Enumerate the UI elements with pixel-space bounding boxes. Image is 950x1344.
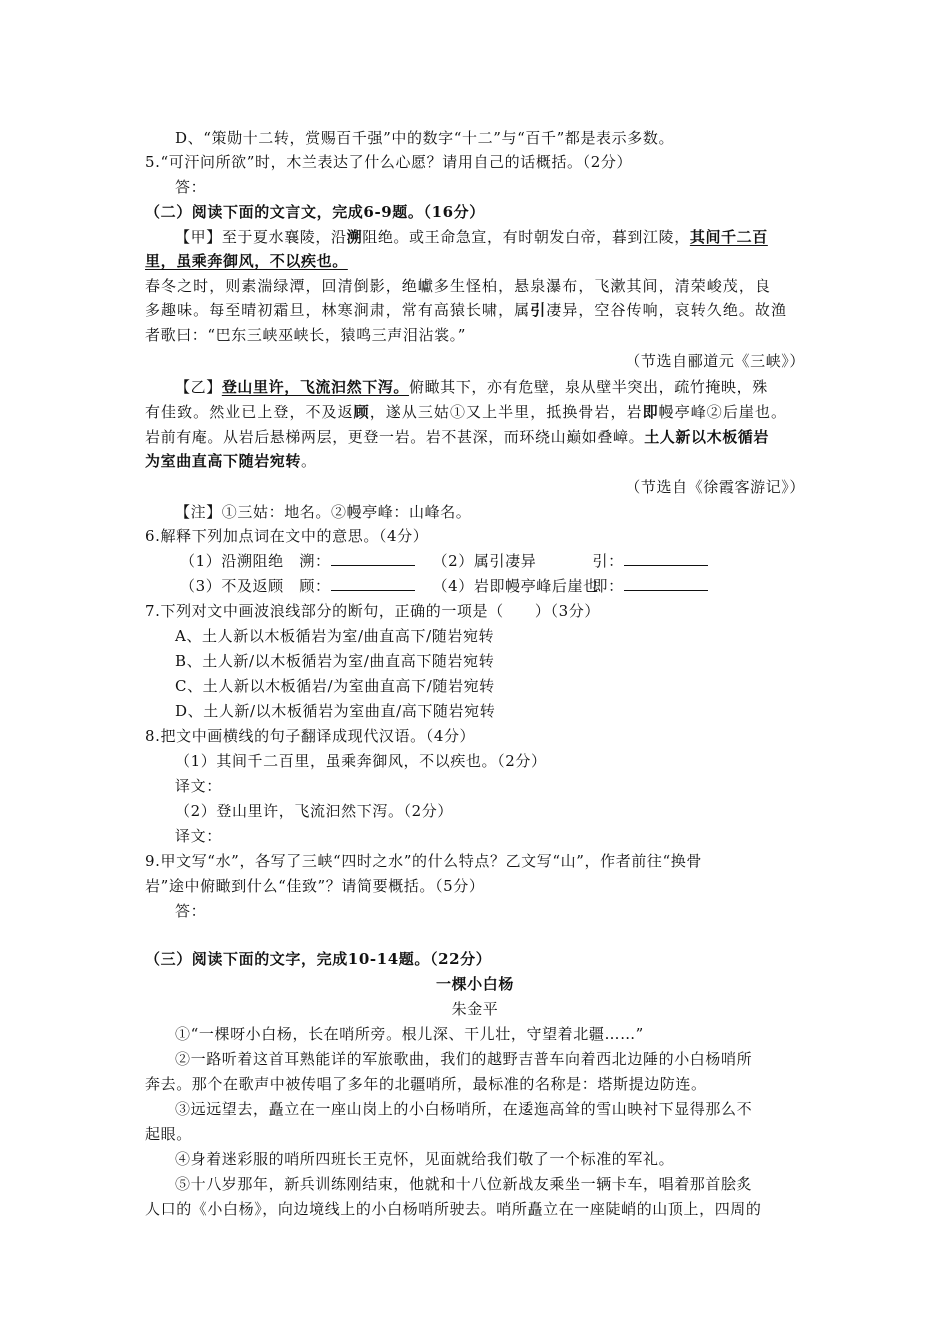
jia-underlined-sentence-part1: 其间千二百 [689, 228, 768, 246]
q9-answer-label: 答： [175, 902, 207, 920]
yi-line-1 [175, 376, 768, 398]
yi-line-2-c: ，遂从三姑①又上半里，抵换骨岩，岩 [369, 403, 643, 421]
q6-blank-2[interactable] [624, 551, 708, 566]
jia-line-1-c: 阻绝。或王命急宣，有时朝发白帝，暮到江陵， [362, 228, 690, 246]
yi-line-4 [145, 450, 317, 472]
yi-line-3 [145, 426, 769, 448]
article-title: 一棵小白杨 [435, 975, 514, 993]
q7-option-d: D、土人新/以木板循岩为室曲直/高下随岩宛转 [175, 702, 496, 720]
yi-line-4-end: 。 [301, 452, 317, 470]
paragraph-2-line-1: ②一路听着这首耳熟能详的军旅歌曲，我们的越野吉普车向着西北边陲的小白杨哨所 [175, 1050, 753, 1068]
q5-answer-label: 答： [175, 178, 207, 196]
q8-sub-1: （1）其间千二百里，虽乘奔御风，不以疾也。（2分） [175, 752, 547, 770]
article-author: 朱金平 [451, 1000, 499, 1018]
q9-line-2: 岩”途中俯瞰到什么“佳致”？请简要概括。（5分） [145, 877, 485, 895]
yi-underlined-sentence: 登山里许，飞流汩然下泻。 [221, 378, 410, 396]
yi-line-1-rest: 俯瞰其下，亦有危壁，泉从壁半突出，疏竹掩映，殊 [409, 378, 768, 396]
yi-line-2-e: 幔亭峰②后崖也。 [658, 403, 788, 421]
jia-tag: 【甲】 [175, 228, 222, 246]
jia-underlined-sentence-part2: 里，虽乘奔御风，不以疾也。 [145, 252, 348, 270]
q8-sub-2: （2）登山里许，飞流汩然下泻。（2分） [175, 802, 453, 820]
yi-line-2-a: 有佳致。然业已上登，不及返 [145, 403, 354, 421]
jia-line-1 [175, 226, 768, 248]
jia-line-3: 春冬之时，则素湍绿潭，回清倒影，绝巘多生怪柏，悬泉瀑布，飞漱其间，清荣峻茂，良 [145, 277, 771, 295]
q7-option-b: B、土人新/以木板循岩为室/曲直高下随岩宛转 [175, 652, 495, 670]
q5-question: 5.“可汗问所欲”时，木兰表达了什么心愿？请用自己的话概括。（2分） [145, 153, 633, 171]
q6-item-4: （4）岩即幔亭峰后崖也 [432, 577, 599, 595]
paragraph-5-line-1: ⑤十八岁那年，新兵训练刚结束，他就和十八位新战友乘坐一辆卡车，唱着那首脍炙 [175, 1175, 753, 1193]
jia-line-4-c: 凄异，空谷传响，哀转久绝。故渔 [546, 301, 788, 319]
q7-option-c: C、土人新以木板循岩/为室曲直高下/随岩宛转 [175, 677, 495, 695]
section3-heading: （三）阅读下面的文字，完成10-14题。（22分） [145, 950, 492, 968]
paragraph-4: ④身着迷彩服的哨所四班长王克怀，见面就给我们敬了一个标准的军礼。 [175, 1150, 675, 1168]
paragraph-3-line-1: ③远远望去，矗立在一座山岗上的小白杨哨所，在逶迤高耸的雪山映衬下显得那么不 [175, 1100, 753, 1118]
yi-tag: 【乙】 [175, 378, 222, 396]
q6-item-4-word: 即： [592, 577, 624, 595]
yi-source: （节选自《徐霞客游记》） [625, 478, 805, 496]
jia-dotted-word-su: 溯 [346, 228, 363, 246]
annotation-note: 【注】①三姑：地名。②幔亭峰：山峰名。 [175, 503, 472, 521]
q6-blank-1[interactable] [331, 551, 415, 566]
yi-dotted-word-gu: 顾 [353, 403, 370, 421]
q6-item-1: （1）沿溯阻绝 溯： [180, 552, 331, 570]
q8-answer-2: 译文： [175, 827, 222, 845]
q7-option-a: A、土人新以木板循岩为室/曲直高下/随岩宛转 [175, 627, 495, 645]
jia-line-4-a: 多趣味。每至晴初霜旦，林寒涧肃，常有高猿长啸，属 [145, 301, 531, 319]
q6-item-2: （2）属引凄异 [432, 552, 537, 570]
q9-line-1: 9.甲文写“水”，各写了三峡“四时之水”的什么特点？乙文写“山”，作者前往“换骨 [145, 852, 702, 870]
jia-line-5: 者歌曰：“巴东三峡巫峡长，猿鸣三声泪沾裳。” [145, 326, 467, 344]
section2-heading: （二）阅读下面的文言文，完成6-9题。（16分） [145, 203, 485, 221]
jia-line-1-a: 至于夏水襄陵，沿 [221, 228, 347, 246]
q4-option-d: D、“策勋十二转，赏赐百千强”中的数字“十二”与“百千”都是表示多数。 [175, 129, 675, 147]
paragraph-2-line-2: 奔去。那个在歌声中被传唱了多年的北疆哨所，最标准的名称是：塔斯提边防连。 [145, 1075, 707, 1093]
q8-question: 8.把文中画横线的句子翻译成现代汉语。（4分） [145, 727, 476, 745]
q6-blank-3[interactable] [331, 576, 415, 591]
paragraph-1: ①“一棵呀小白杨，长在哨所旁。根儿深、干儿壮，守望着北疆……” [175, 1025, 644, 1043]
jia-dotted-word-yin: 引 [530, 301, 547, 319]
paragraph-5-line-2: 人口的《小白杨》，向边境线上的小白杨哨所驶去。哨所矗立在一座陡峭的山顶上，四周的 [145, 1200, 762, 1218]
yi-wavy-sentence-part2: 为室曲直高下随岩宛转 [145, 452, 302, 470]
jia-source: （节选自郦道元《三峡》） [625, 352, 805, 370]
yi-dotted-word-ji: 即 [642, 403, 659, 421]
q6-question: 6.解释下列加点词在文中的意思。（4分） [145, 527, 429, 545]
yi-line-3-a: 岩前有庵。从岩后悬梯两层，更登一岩。岩不甚深，而环绕山巅如叠嶂。 [145, 428, 645, 446]
q6-blank-4[interactable] [624, 576, 708, 591]
jia-line-4 [145, 299, 787, 321]
paragraph-3-line-2: 起眼。 [145, 1125, 192, 1143]
yi-wavy-sentence-part1: 土人新以木板循岩 [644, 428, 770, 446]
q8-answer-1: 译文： [175, 777, 222, 795]
q6-row-2 [180, 575, 726, 597]
q6-row-1 [180, 550, 726, 572]
yi-line-2 [145, 401, 787, 423]
q6-item-2-word: 引： [592, 552, 624, 570]
q7-question: 7.下列对文中画波浪线部分的断句，正确的一项是（ ）（3分） [145, 602, 600, 620]
q6-item-3: （3）不及返顾 顾： [180, 577, 331, 595]
